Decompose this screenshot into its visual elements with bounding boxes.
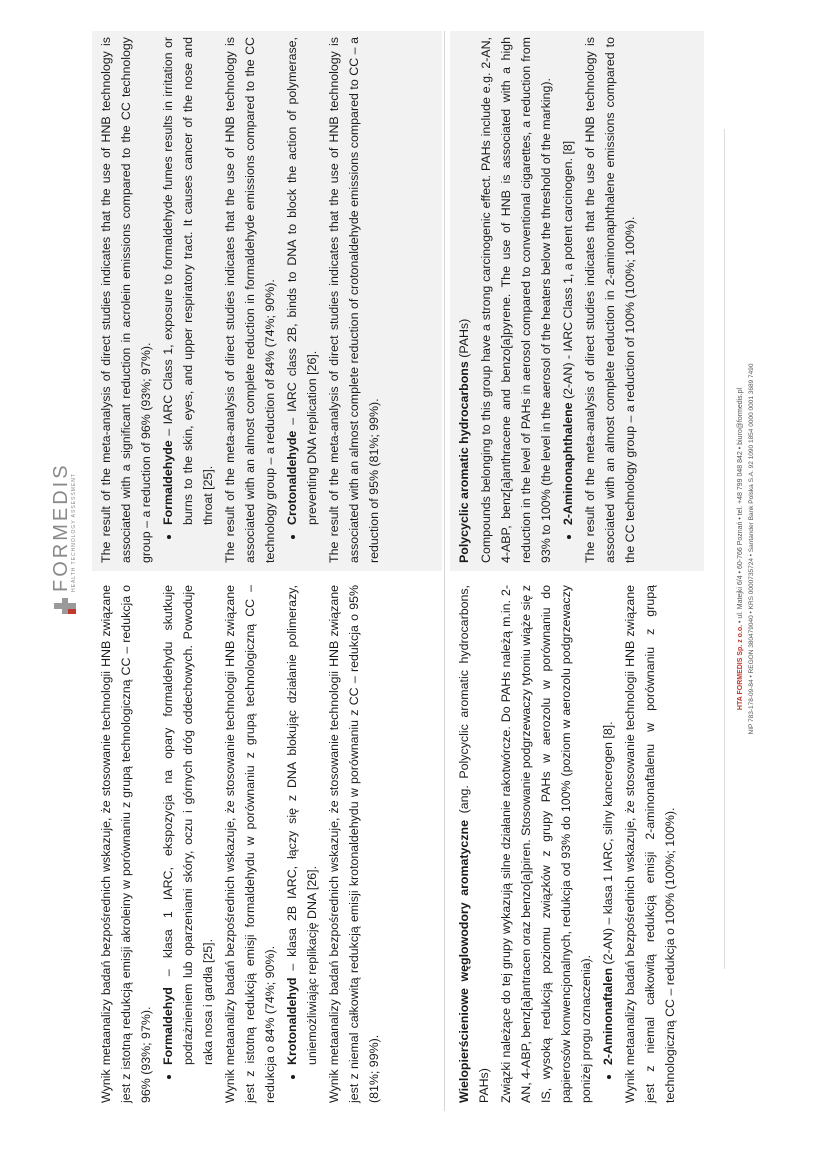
- pl-crotonaldehyde-result: Wynik metaanalizy badań bezpośrednich wskazuje, że stosowanie technologii HNB związane jest z niemal całkowitą redukcją emisji krotonaldehydu w porównaniu z CC – redukcja o 95% (81%; 99%).: [327, 585, 381, 1103]
- en-acrolein-result: The result of the meta-analysis of direct studies indicates that the use of HNB technology is associated with a significant reduction in acrolein emissions compared to the CC technology group – a reduction of 96% (93%; 97%).: [99, 37, 153, 563]
- en-pahs-description: Compounds belonging to this group have a strong carcinogenic effect. PAHs include e.g. 2-AN, 4-ABP, benz[a]anthracene and benzo[a]pyrene. The use of HNB is associated with a high reduction in the level of PAHs in aerosol compared to conventional cigarettes, a reduction from 93% to 100% (the level in the aerosol of the heaters below the threshold of the marking).: [479, 37, 553, 563]
- row-divider: [444, 31, 445, 1111]
- pl-pahs-abbrev: (ang. Polycyclic aromatic hydrocarbons, PAHs): [457, 584, 491, 1103]
- page-footer: [735, 129, 757, 969]
- footer-registry: NIP 783-178-09-84 • REGON 380479040 • KRS 0000735724 • Santander Bank Polska S.A. 92 1090 1854 0000 0001 3689 7490: [748, 363, 755, 735]
- pl-formaldehyde-term: Formaldehyd: [161, 987, 175, 1065]
- pl-acrolein-result: Wynik metaanalizy badań bezpośrednich wskazuje, że stosowanie technologii HNB związane jest z istotną redukcją emisji akroleiny w porównaniu z grupą technologiczną CC – redukcja o 96% (93%; 97%).: [99, 585, 153, 1103]
- en-aminonaphthalene-item: [558, 37, 578, 525]
- en-formaldehyde-text: – IARC Class 1, exposure to formaldehyde fumes results in irritation or burns to the skin, eyes, and upper respiratory tract. It causes cancer of the nose and throat [25].: [161, 37, 215, 525]
- en-pahs-term: Polycyclic aromatic hydrocarbons: [457, 361, 471, 563]
- footer-address: • ul. Matejki 6/4 • 60-766 Poznań • tel. +48 799 048 842 • biuro@formedis.pl: [737, 387, 744, 625]
- pl-crotonaldehyde-text: – klasa 2B IARC, łączy się z DNA blokując działanie polimerazy, uniemożliwiając replikację DNA [26].: [285, 585, 319, 1065]
- en-crotonaldehyde-result: The result of the meta-analysis of direct studies indicates that the use of HNB technology is associated with an almost complete reduction of crotonaldehyde emissions compared to CC – a reduction of 95% (81%; 99%).: [327, 37, 381, 563]
- pl-crotonaldehyde-term: Krotonaldehyd: [285, 977, 299, 1065]
- pl-aminonaphthalene-item: [598, 585, 618, 1065]
- en-crotonaldehyde-item: [282, 37, 322, 525]
- pl-aminonaphthalene-term: 2-Aminonaftalen: [601, 967, 615, 1065]
- pl-formaldehyde-text: – klasa 1 IARC, ekspozycja na opary formaldehydu skutkuje podrażnieniem lub oparzeniami skóry, oczu i górnych dróg oddechowych. Powoduje raka nosa i gardła [25].: [161, 585, 215, 1065]
- en-pahs-abbrev: (PAHs): [457, 318, 471, 362]
- pl-pahs-term: Wielopierścieniowe węglowodory aromatyczne: [457, 820, 471, 1103]
- footer-company: HTA FORMEDIS Sp. z o.o.: [737, 624, 744, 711]
- en-pahs-heading: [454, 37, 474, 563]
- pl-aminonaphthalene-result: Wynik metaanalizy badań bezpośrednich wskazuje, że stosowanie technologii HNB związane jest z niemal całkowitą redukcją emisji 2-aminonaftalenu w porównaniu z grupą technologiczną CC – redukcja o 100% (100%; 100%).: [623, 585, 677, 1103]
- cell-en-pahs: [450, 31, 704, 571]
- pl-pahs-heading: [454, 585, 494, 1103]
- footer-divider: [724, 129, 725, 969]
- pl-crotonaldehyde-item: [282, 585, 322, 1065]
- pl-formaldehyde-item: [158, 585, 218, 1065]
- cell-en-aldehydes: [92, 31, 442, 571]
- en-aminonaphthalene-result: The result of the meta-analysis of direct studies indicates that the use of HNB technology is associated with an almost complete reduction in 2-aminonaphthalene emissions compared to the CC technology group – a reduction of 100% (100%; 100%).: [583, 37, 637, 563]
- logo-name: FORMEDIS: [50, 462, 72, 592]
- pl-pahs-description: Związki należące do tej grupy wykazują silne działanie rakotwórcze. Do PAHs należą m.in. 2-AN, 4-ABP, benz[a]antracen oraz benzo[a]piren. Stosowanie podgrzewaczy tytoniu wiąże się z IS, wysoką redukcją poziomu związków z grupy PAHs w aerozolu w porównaniu do papierosów konwencjonalnych, redukcja od 93% do 100% (poziom w aerozolu podgrzewaczy poniżej progu oznaczenia).: [499, 585, 593, 1103]
- bilingual-table: [92, 31, 704, 1111]
- en-formaldehyde-result: The result of the meta-analysis of direct studies indicates that the use of HNB technology is associated with an almost complete reduction in formaldehyde emissions compared to the CC technology group – a reduction of 84% (74%; 90%).: [223, 37, 277, 563]
- cell-pl-pahs: [450, 579, 704, 1111]
- en-aminonaphthalene-text: (2-AN) - IARC Class 1, a potent carcinogen. [8]: [561, 140, 575, 403]
- en-aminonaphthalene-term: 2-Aminonaphthalene: [561, 402, 575, 525]
- en-crotonaldehyde-term: Crotonaldehyde: [285, 430, 299, 525]
- en-crotonaldehyde-text: – IARC class 2B, binds to DNA to block the action of polymerase, preventing DNA replication [26].: [285, 37, 319, 525]
- en-formaldehyde-item: [158, 37, 218, 525]
- logo-subtitle: HEALTH TECHNOLOGY ASSESSMENT: [71, 473, 77, 592]
- pl-aminonaphthalene-text: (2-AN) – klasa 1 IARC, silny kancerogen [8].: [601, 721, 615, 968]
- en-formaldehyde-term: Formaldehyde: [161, 440, 175, 525]
- cell-pl-aldehydes: [92, 579, 442, 1111]
- cross-logo-icon: [54, 598, 76, 614]
- formedis-logo: [52, 462, 77, 614]
- pl-formaldehyde-result: Wynik metaanalizy badań bezpośrednich wskazuje, że stosowanie technologii HNB związane jest z istotną redukcją emisji formaldehydu w porównaniu z grupą technologiczną CC – redukcja o 84% (74%; 90%).: [223, 585, 277, 1103]
